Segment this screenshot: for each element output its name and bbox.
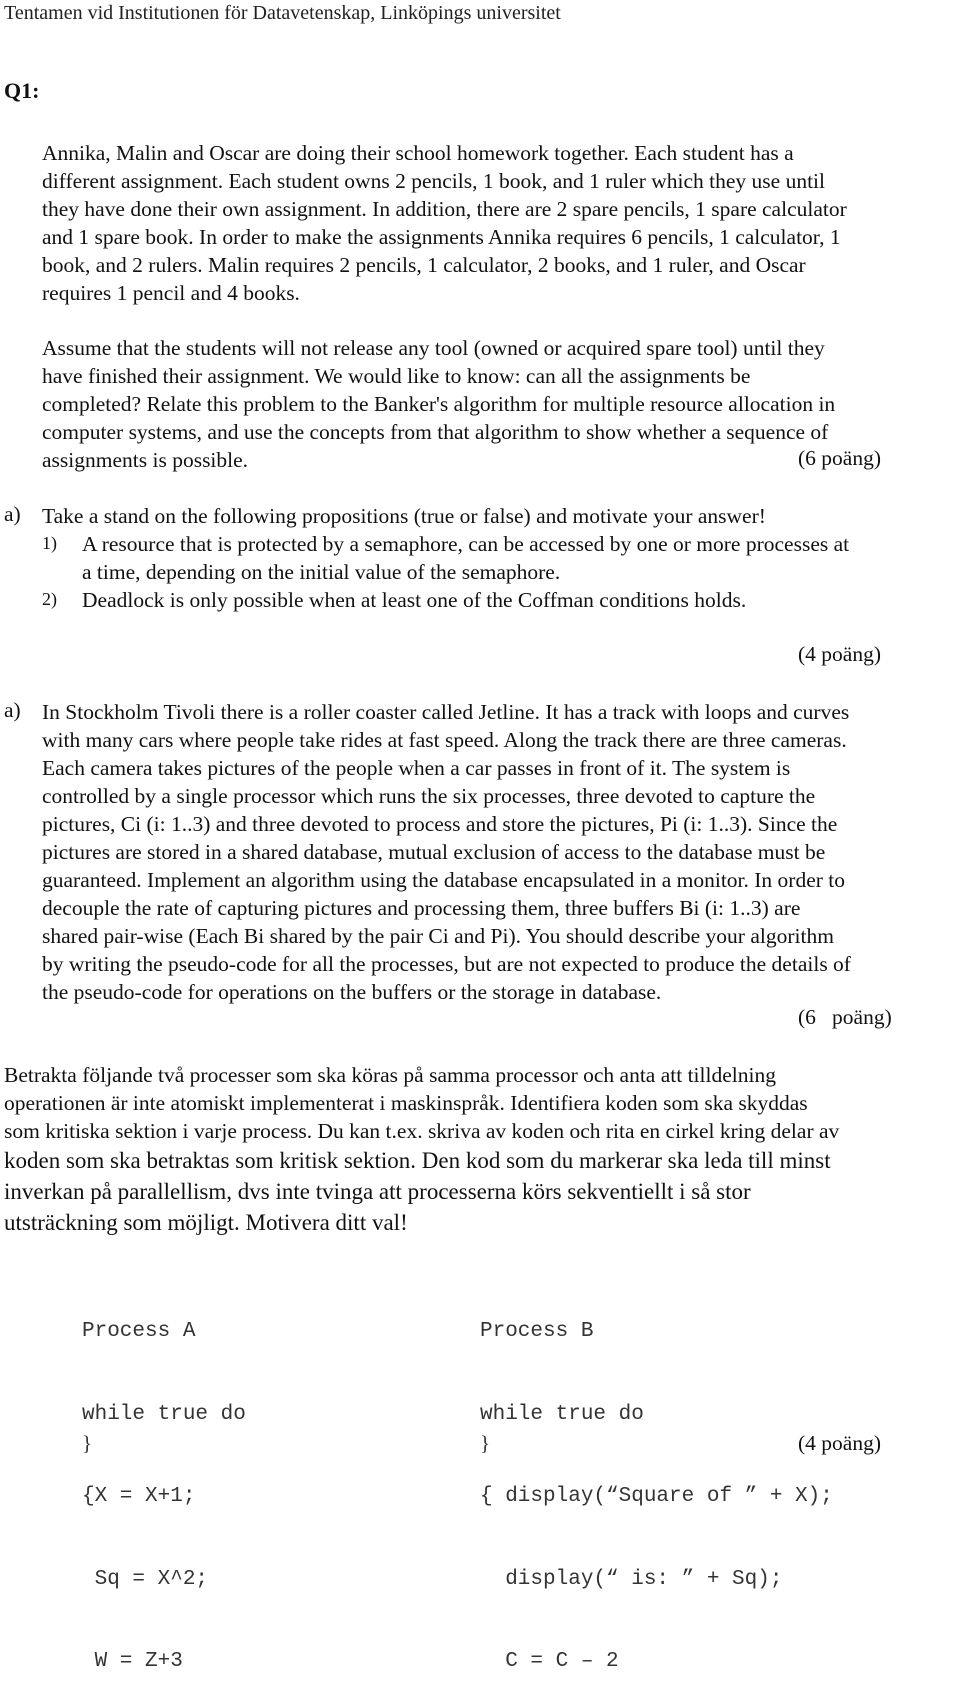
code-line: W = Z+3 [82,1650,183,1673]
text-line: Each camera takes pictures of the people when a car passes in front of it. The system is [42,756,791,780]
points-part-c: (4 poäng) [798,1431,881,1455]
code-line: Process A [82,1320,196,1343]
text-line: operationen är inte atomiskt implementerat i maskinspråk. Identifiera koden som ska skyddas [4,1091,808,1115]
text-line: pictures are stored in a shared database, mutual exclusion of access to the database must be [42,840,826,864]
text-line: and 1 spare book. In order to make the assignments Annika requires 6 pencils, 1 calculator, 1 [42,225,841,249]
part-b-paragraph [42,698,956,1006]
proposition-2 [82,586,956,614]
part-b-label: a) [4,698,21,722]
question-label: Q1: [4,78,40,103]
text-line: requires 1 pencil and 4 books. [42,281,300,305]
code-line: Process B [480,1320,594,1343]
text-line: A resource that is protected by a semaphore, can be accessed by one or more processes at [82,532,850,556]
text-line: guaranteed. Implement an algorithm using the database encapsulated in a monitor. In order to [42,868,846,892]
code-line: {X = X+1; [82,1485,196,1508]
text-line: Assume that the students will not release any tool (owned or acquired spare tool) until they [42,336,825,360]
text-line: completed? Relate this problem to the Banker's algorithm for multiple resource allocation in [42,392,836,416]
text-line: shared pair-wise (Each Bi shared by the pair Ci and Pi). You should describe your algorithm [42,924,834,948]
text-line: book, and 2 rulers. Malin requires 2 pencils, 1 calculator, 2 books, and 1 ruler, and Oscar [42,253,806,277]
points-q1: (6 poäng) [798,446,881,470]
code-line: while true do [82,1402,246,1426]
text-line: different assignment. Each student owns 2 pencils, 1 book, and 1 ruler which they use until [42,169,825,193]
points-part-a: (4 poäng) [798,642,881,666]
text-line: by writing the pseudo-code for all the processes, but are not expected to produce the details of [42,952,851,976]
text-line: controlled by a single processor which runs the six processes, three devoted to capture the [42,784,816,808]
code-line: C = C – 2 [480,1650,619,1673]
code-line: { display(“Square of ” + X); [480,1485,833,1508]
item-number: 1) [42,533,57,553]
intro-paragraph [42,139,956,307]
text-line: utsträckning som möjligt. Motivera ditt val! [4,1210,408,1235]
item-number: 2) [42,589,57,609]
text-line: Deadlock is only possible when at least one of the Coffman conditions holds. [82,588,747,612]
process-b-code [480,1263,833,1703]
page-header: Tentamen vid Institutionen för Datavetenskap, Linköpings universitet [4,2,561,24]
code-line: while true do [480,1402,644,1426]
process-a-code [82,1263,246,1703]
text-line: Annika, Malin and Oscar are doing their school homework together. Each student has a [42,141,794,165]
code-line: display(“ is: ” + Sq); [480,1567,783,1591]
code-line: Sq = X^2; [82,1567,209,1591]
text-line: they have done their own assignment. In addition, there are 2 spare pencils, 1 spare calculator [42,197,847,221]
text-line: som kritiska sektion i varje process. Du kan t.ex. skriva av koden och rita en cirkel kring delar av [4,1119,840,1143]
text-line: koden som ska betraktas som kritisk sektion. Den kod som du markerar ska leda till minst [4,1148,831,1173]
text-line: a time, depending on the initial value of the semaphore. [82,560,561,584]
part-a-label: a) [4,502,21,526]
text-line: pictures, Ci (i: 1..3) and three devoted to process and store the pictures, Pi (i: 1..3). Since the [42,812,838,836]
proposition-1 [82,530,956,586]
text-line: inverkan på parallellism, dvs inte tvinga att processerna körs sekventiellt i så stor [4,1179,751,1204]
part-c-paragraph [4,1061,954,1238]
text-line: In Stockholm Tivoli there is a roller coaster called Jetline. It has a track with loops and curves [42,700,850,724]
part-a-text: Take a stand on the following propositions (true or false) and motivate your answer! [42,504,766,528]
text-line: computer systems, and use the concepts from that algorithm to show whether a sequence of [42,420,829,444]
process-b-close-brace: } [480,1431,491,1455]
text-line: have finished their assignment. We would like to know: can all the assignments be [42,364,751,388]
points-part-b: (6 poäng) [798,1005,892,1029]
process-a-close-brace: } [82,1431,93,1455]
text-line: decouple the rate of capturing pictures and processing them, three buffers Bi (i: 1..3) are [42,896,801,920]
text-line: assignments is possible. [42,448,249,472]
text-line: with many cars where people take rides at fast speed. Along the track there are three cameras. [42,728,847,752]
text-line: Betrakta följande två processer som ska köras på samma processor och anta att tilldelning [4,1063,776,1087]
text-line: the pseudo-code for operations on the buffers or the storage in database. [42,980,662,1004]
